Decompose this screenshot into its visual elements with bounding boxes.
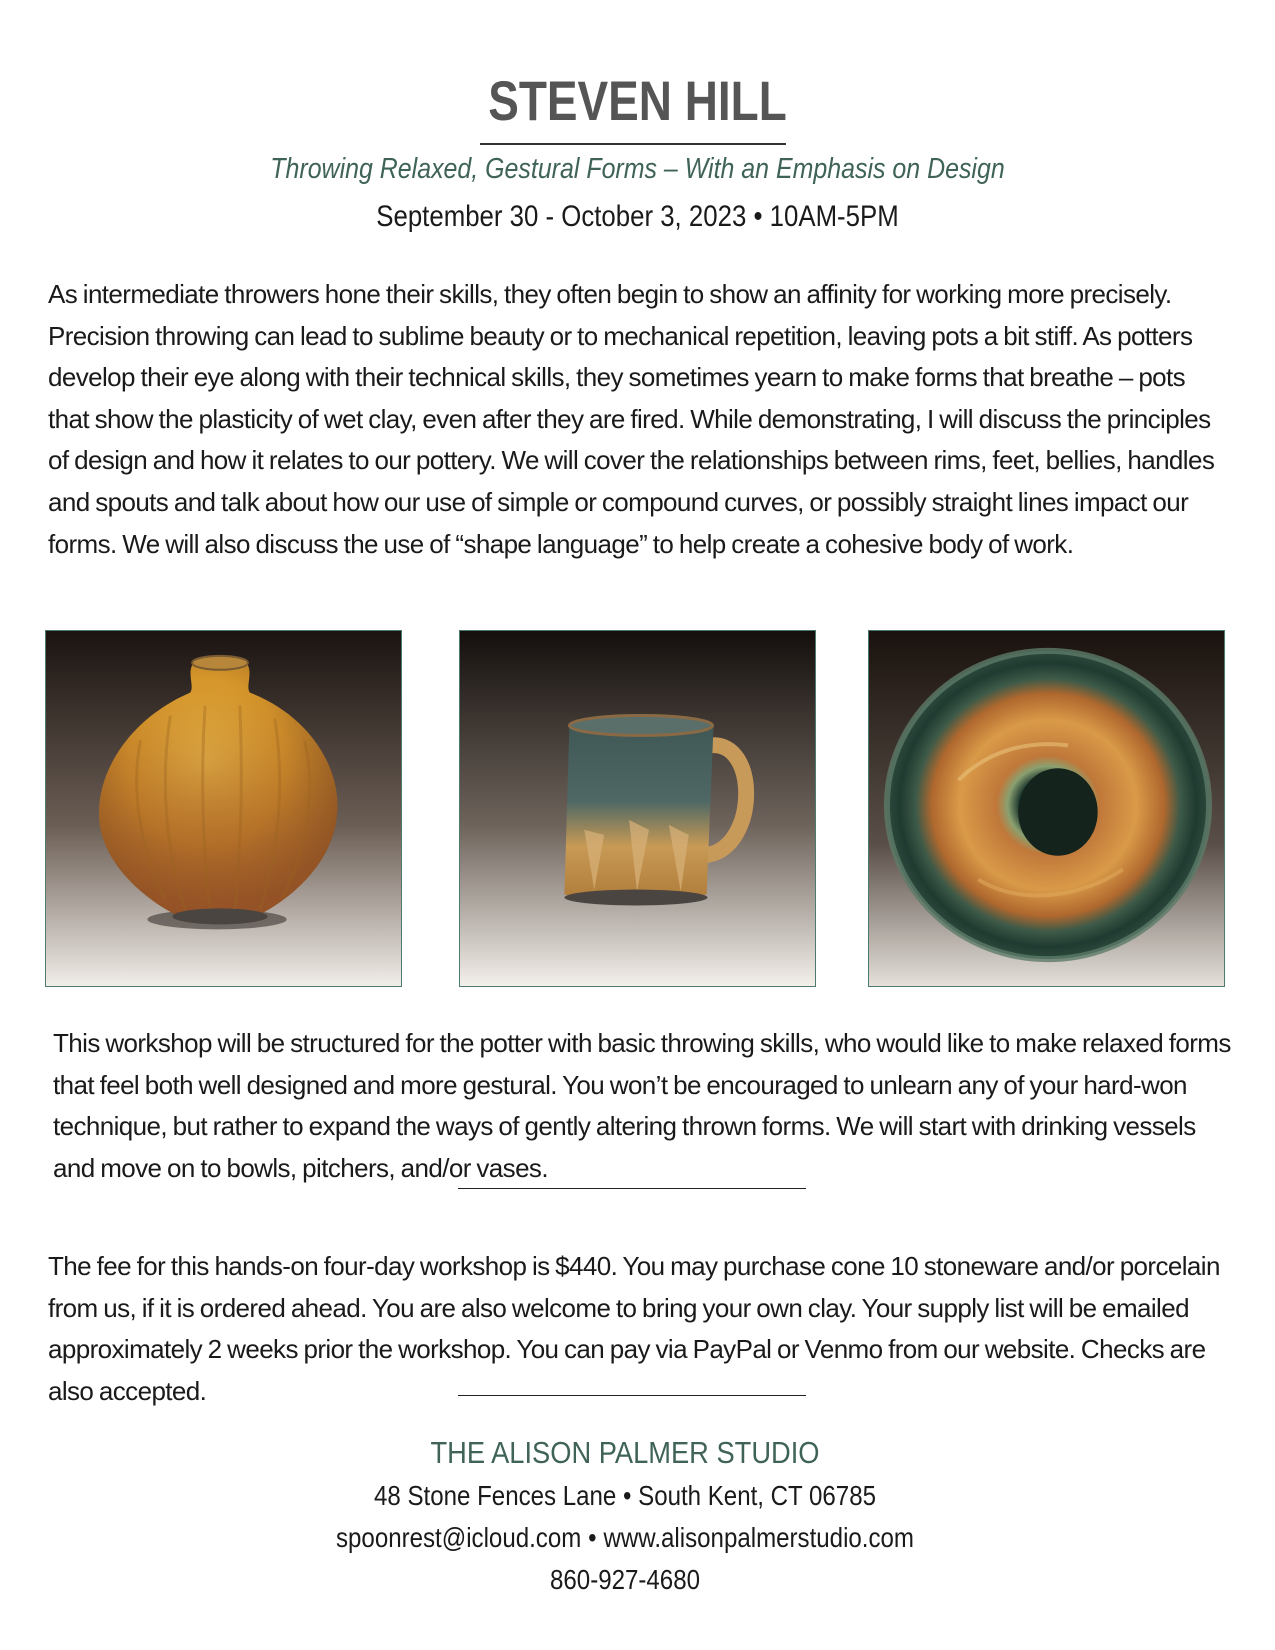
workshop-subtitle: Throwing Relaxed, Gestural Forms – With an Emphasis on Design	[270, 153, 1005, 185]
intro-paragraph: As intermediate throwers hone their skills, they often begin to show an affinity for working more precisely. Precision throwing can lead to sublime beauty or to mechanical repetition, leaving pots a bit stiff. As potters develop their eye along with their technical skills, they sometimes yearn to make forms that breathe – pots that show the plasticity of wet clay, even after they are fired. While demonstrating, I will discuss the principles of design and how it relates to our pottery. We will cover the relationships between rims, feet, bellies, handles and spouts and talk about how our use of simple or compound curves, or possibly straight lines impact our forms. We will also discuss the use of “shape language” to help create a cohesive body of work.	[48, 279, 1215, 559]
structure-paragraph: This workshop will be structured for the potter with basic throwing skills, who would like to make relaxed forms that feel both well designed and more gestural. You won’t be encouraged to unlearn any of your hard-won technique, but rather to expand the ways of gently altering thrown forms. We will start with drinking vessels and move on to bowls, pitchers, and/or vases.	[53, 1028, 1231, 1183]
divider-rule	[458, 1188, 806, 1189]
contact-line	[88, 1522, 1163, 1554]
contact-separator: •	[588, 1522, 597, 1553]
studio-address: 48 Stone Fences Lane • South Kent, CT 06785	[374, 1480, 876, 1511]
title-underline	[480, 143, 786, 145]
phone-number: 860-927-4680	[550, 1564, 700, 1595]
workshop-instructor-title: STEVEN HILL	[488, 69, 787, 132]
studio-name: THE ALISON PALMER STUDIO	[430, 1435, 820, 1470]
website-link[interactable]: www.alisonpalmerstudio.com	[603, 1522, 915, 1553]
divider-rule	[458, 1395, 806, 1396]
fee-paragraph: The fee for this hands-on four-day workshop is $440. You may purchase cone 10 stoneware and/or porcelain from us, if it is ordered ahead. You are also welcome to bring your own clay. Your supply list will be emailed approximately 2 weeks prior the workshop. You can pay via PayPal or Venmo from our website. Checks are also accepted.	[48, 1251, 1220, 1406]
email-link[interactable]: spoonrest@icloud.com	[335, 1522, 582, 1553]
workshop-dates: September 30 - October 3, 2023 • 10AM-5PM	[376, 200, 899, 233]
mug-photo	[459, 630, 816, 987]
vase-photo	[45, 630, 402, 987]
plate-photo	[868, 630, 1225, 987]
